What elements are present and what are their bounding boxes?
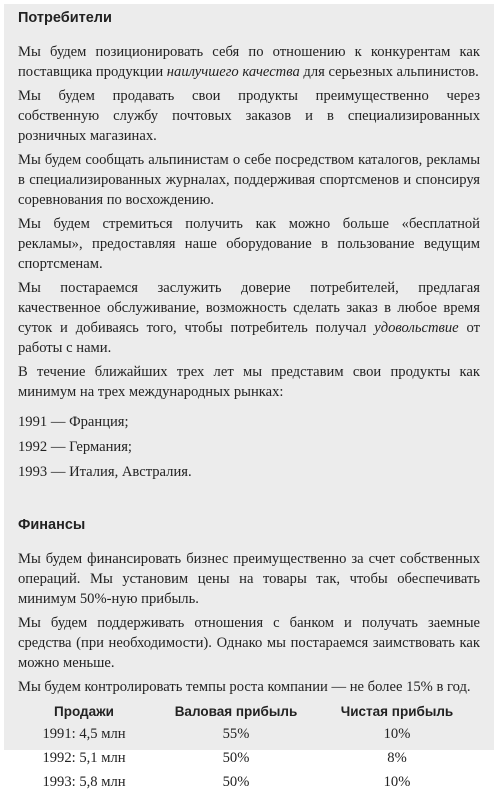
consumers-paragraph-6: В течение ближайших трех лет мы представим свои продукты как минимум на трех международных рынках:: [18, 364, 480, 400]
table-cell-sales: 1991: 4,5 млн: [42, 725, 126, 742]
table-cell-gross-profit: 50%: [222, 773, 250, 790]
consumers-p1-text-b: для серьезных альпинистов.: [299, 64, 479, 80]
finance-section: [4, 482, 494, 794]
consumers-paragraph-1: [18, 42, 480, 82]
consumers-paragraph-3: Мы будем сообщать альпинистам о себе посредством каталогов, рекламы в специализированных журналах, поддерживая спортсменов и спонсируя соревнования по восхождению.: [18, 152, 480, 208]
consumers-paragraph-5: [18, 278, 480, 358]
market-item: 1993 — Италия, Австралия.: [18, 464, 192, 480]
market-item: 1992 — Германия;: [18, 439, 132, 455]
table-row: [18, 746, 472, 770]
table-header-row: [18, 700, 472, 722]
table-cell-gross-profit: 55%: [222, 725, 250, 742]
consumers-section: [4, 4, 494, 482]
consumers-p1-text-a: Мы будем позиционировать себя по отношению к конкурентам как поставщика продукции: [18, 44, 480, 80]
consumers-paragraph-2: Мы будем продавать свои продукты преимущественно через собственную службу почтовых заказов и в специализированных розничных магазинах.: [18, 88, 480, 144]
table-cell-net-profit: 8%: [387, 749, 407, 766]
document-panel: [4, 4, 494, 790]
table-row: [18, 722, 472, 746]
table-cell-gross-profit: 50%: [222, 749, 250, 766]
finance-paragraph-1: Мы будем финансировать бизнес преимущественно за счет собственных операций. Мы установим цены на товары так, чтобы обеспечивать минимум 50%-ную прибыль.: [18, 551, 480, 607]
table-cell-sales: 1992: 5,1 млн: [42, 749, 126, 766]
table-cell-net-profit: 10%: [383, 773, 411, 790]
consumers-heading: Потребители: [18, 10, 112, 26]
consumers-p5-text-b: от работы с нами.: [18, 320, 480, 356]
table-header-sales: Продажи: [54, 703, 114, 719]
market-item: 1991 — Франция;: [18, 414, 129, 430]
finance-heading: Финансы: [18, 517, 86, 533]
finance-table: [18, 700, 472, 794]
consumers-paragraph-4: Мы будем стремиться получить как можно больше «бесплатной рекламы», предоставляя наше оборудование в пользование ведущим спортсменам.: [18, 216, 480, 272]
table-header-net-profit: Чистая прибыль: [340, 703, 454, 719]
finance-paragraph-2: Мы будем поддерживать отношения с банком и получать заемные средства (при необходимости). Однако мы постараемся заимствовать как можно меньше.: [18, 615, 480, 671]
consumers-p5-text-a: Мы постараемся заслужить доверие потребителей, предлагая качественное обслуживание, возможность сделать заказ в любое время суток и добиваясь того, чтобы потребитель получал: [18, 280, 480, 336]
table-row: [18, 770, 472, 794]
table-cell-sales: 1993: 5,8 млн: [42, 773, 126, 790]
consumers-p5-emphasis: удовольствие: [374, 320, 459, 336]
markets-list: [18, 412, 480, 482]
table-cell-net-profit: 10%: [383, 725, 411, 742]
finance-paragraph-3: Мы будем контролировать темпы роста компании — не более 15% в год.: [18, 679, 471, 695]
consumers-p1-emphasis: наилучшего качества: [166, 64, 300, 80]
table-header-gross-profit: Валовая прибыль: [174, 703, 298, 719]
